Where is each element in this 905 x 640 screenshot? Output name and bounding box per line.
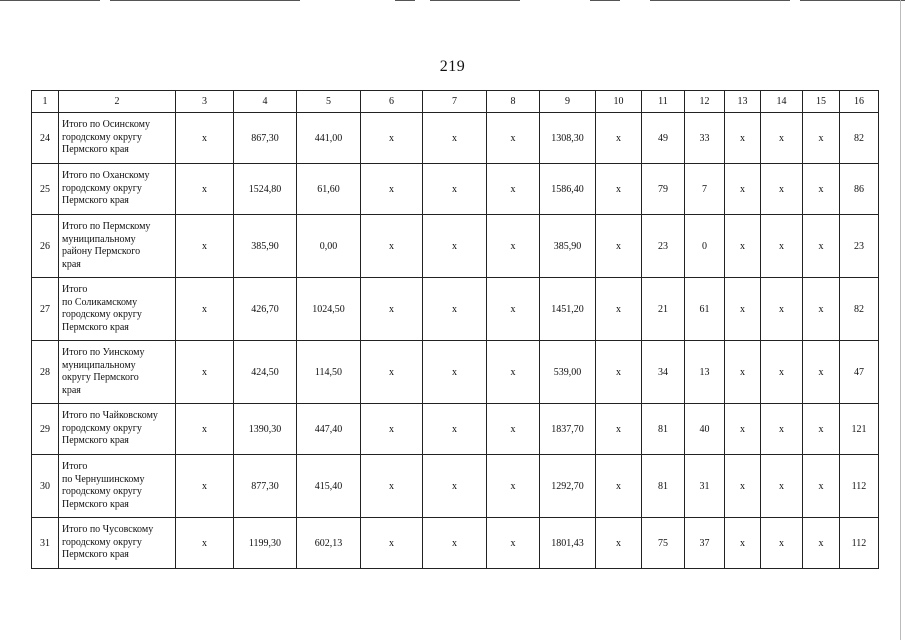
row-label-cell: Итого по Чайковскому городскому округу Пермского края <box>59 404 176 455</box>
value-cell: х <box>423 164 487 215</box>
header-cell: 1 <box>32 91 59 113</box>
header-cell: 7 <box>423 91 487 113</box>
value-cell: х <box>176 341 234 404</box>
header-cell: 12 <box>685 91 725 113</box>
value-cell: х <box>487 215 540 278</box>
value-cell: 0,00 <box>297 215 361 278</box>
value-cell: 121 <box>840 404 879 455</box>
value-cell: 86 <box>840 164 879 215</box>
value-cell: х <box>176 404 234 455</box>
header-cell: 6 <box>361 91 423 113</box>
row-number-cell: 26 <box>32 215 59 278</box>
header-cell: 14 <box>761 91 803 113</box>
value-cell: х <box>361 518 423 569</box>
value-cell: х <box>361 113 423 164</box>
value-cell: 21 <box>642 278 685 341</box>
value-cell: 1024,50 <box>297 278 361 341</box>
row-label-cell: Итого по Осинскому городскому округу Пермского края <box>59 113 176 164</box>
scan-edge-line <box>800 0 905 1</box>
value-cell: 424,50 <box>234 341 297 404</box>
table-row <box>32 455 879 518</box>
table-row <box>32 404 879 455</box>
value-cell: 1801,43 <box>540 518 596 569</box>
value-cell: х <box>423 455 487 518</box>
value-cell: х <box>423 404 487 455</box>
value-cell: х <box>596 341 642 404</box>
header-cell: 10 <box>596 91 642 113</box>
value-cell: х <box>596 215 642 278</box>
row-label-cell: Итого по Чусовскому городскому округу Пермского края <box>59 518 176 569</box>
value-cell: х <box>761 404 803 455</box>
value-cell: 81 <box>642 404 685 455</box>
value-cell: 47 <box>840 341 879 404</box>
value-cell: х <box>803 341 840 404</box>
value-cell: х <box>803 455 840 518</box>
value-cell: 1451,20 <box>540 278 596 341</box>
value-cell: х <box>725 164 761 215</box>
header-cell: 15 <box>803 91 840 113</box>
value-cell: 13 <box>685 341 725 404</box>
value-cell: х <box>176 215 234 278</box>
header-cell: 9 <box>540 91 596 113</box>
value-cell: 61,60 <box>297 164 361 215</box>
row-number-cell: 27 <box>32 278 59 341</box>
row-number-cell: 29 <box>32 404 59 455</box>
value-cell: х <box>761 455 803 518</box>
value-cell: х <box>361 164 423 215</box>
value-cell: 61 <box>685 278 725 341</box>
value-cell: х <box>487 455 540 518</box>
header-cell: 4 <box>234 91 297 113</box>
header-cell: 3 <box>176 91 234 113</box>
value-cell: х <box>423 215 487 278</box>
value-cell: х <box>423 341 487 404</box>
value-cell: 34 <box>642 341 685 404</box>
row-number-cell: 28 <box>32 341 59 404</box>
value-cell: 23 <box>840 215 879 278</box>
scan-edge-line <box>430 0 520 1</box>
value-cell: 81 <box>642 455 685 518</box>
value-cell: х <box>487 164 540 215</box>
value-cell: х <box>487 518 540 569</box>
value-cell: 31 <box>685 455 725 518</box>
value-cell: 82 <box>840 278 879 341</box>
value-cell: 1308,30 <box>540 113 596 164</box>
value-cell: х <box>596 455 642 518</box>
value-cell: х <box>803 518 840 569</box>
value-cell: х <box>761 164 803 215</box>
header-cell: 11 <box>642 91 685 113</box>
value-cell: х <box>803 278 840 341</box>
value-cell: х <box>761 518 803 569</box>
value-cell: х <box>761 215 803 278</box>
value-cell: х <box>423 113 487 164</box>
value-cell: 385,90 <box>540 215 596 278</box>
value-cell: х <box>761 341 803 404</box>
header-cell: 2 <box>59 91 176 113</box>
header-cell: 8 <box>487 91 540 113</box>
value-cell: 37 <box>685 518 725 569</box>
value-cell: х <box>423 278 487 341</box>
value-cell: 114,50 <box>297 341 361 404</box>
header-row <box>32 91 879 113</box>
value-cell: 49 <box>642 113 685 164</box>
scan-edge-line <box>110 0 300 1</box>
scan-edge-line <box>590 0 620 1</box>
value-cell: 7 <box>685 164 725 215</box>
value-cell: х <box>803 113 840 164</box>
table-row <box>32 215 879 278</box>
value-cell: х <box>176 455 234 518</box>
value-cell: 1524,80 <box>234 164 297 215</box>
value-cell: х <box>761 113 803 164</box>
row-label-cell: Итого по Соликамскому городскому округу Пермского края <box>59 278 176 341</box>
value-cell: 539,00 <box>540 341 596 404</box>
value-cell: х <box>725 113 761 164</box>
row-number-cell: 30 <box>32 455 59 518</box>
value-cell: х <box>423 518 487 569</box>
value-cell: 867,30 <box>234 113 297 164</box>
row-label-cell: Итого по Уинскому муниципальному округу Пермского края <box>59 341 176 404</box>
value-cell: 112 <box>840 455 879 518</box>
value-cell: х <box>487 113 540 164</box>
value-cell: 1292,70 <box>540 455 596 518</box>
value-cell: х <box>725 518 761 569</box>
value-cell: 602,13 <box>297 518 361 569</box>
value-cell: х <box>361 404 423 455</box>
value-cell: 447,40 <box>297 404 361 455</box>
scan-edge-line <box>900 0 901 640</box>
value-cell: х <box>176 113 234 164</box>
row-label-cell: Итого по Оханскому городскому округу Пермского края <box>59 164 176 215</box>
value-cell: 385,90 <box>234 215 297 278</box>
row-label-cell: Итого по Чернушинскому городскому округу Пермского края <box>59 455 176 518</box>
value-cell: 23 <box>642 215 685 278</box>
value-cell: х <box>725 278 761 341</box>
value-cell: 112 <box>840 518 879 569</box>
value-cell: х <box>487 341 540 404</box>
value-cell: 40 <box>685 404 725 455</box>
value-cell: 75 <box>642 518 685 569</box>
value-cell: х <box>176 518 234 569</box>
row-number-cell: 25 <box>32 164 59 215</box>
value-cell: х <box>596 113 642 164</box>
value-cell: 33 <box>685 113 725 164</box>
value-cell: х <box>487 404 540 455</box>
value-cell: 415,40 <box>297 455 361 518</box>
table-row <box>32 164 879 215</box>
row-number-cell: 31 <box>32 518 59 569</box>
value-cell: х <box>725 404 761 455</box>
scan-edge-line <box>0 0 100 1</box>
page-number: 219 <box>439 58 466 75</box>
scan-edge-line <box>650 0 790 1</box>
row-number-cell: 24 <box>32 113 59 164</box>
value-cell: 0 <box>685 215 725 278</box>
table-row <box>32 341 879 404</box>
value-cell: х <box>361 278 423 341</box>
value-cell: 1199,30 <box>234 518 297 569</box>
value-cell: х <box>803 164 840 215</box>
table-row <box>32 518 879 569</box>
value-cell: 877,30 <box>234 455 297 518</box>
value-cell: х <box>596 164 642 215</box>
value-cell: х <box>725 455 761 518</box>
value-cell: х <box>725 341 761 404</box>
value-cell: х <box>487 278 540 341</box>
scan-edge-line <box>395 0 415 1</box>
value-cell: 1586,40 <box>540 164 596 215</box>
row-label-cell: Итого по Пермскому муниципальному району Пермского края <box>59 215 176 278</box>
value-cell: х <box>361 215 423 278</box>
table-row <box>32 278 879 341</box>
value-cell: х <box>361 341 423 404</box>
value-cell: 426,70 <box>234 278 297 341</box>
value-cell: х <box>361 455 423 518</box>
value-cell: х <box>803 215 840 278</box>
value-cell: х <box>761 278 803 341</box>
value-cell: х <box>176 164 234 215</box>
value-cell: 79 <box>642 164 685 215</box>
value-cell: х <box>803 404 840 455</box>
value-cell: 82 <box>840 113 879 164</box>
value-cell: х <box>176 278 234 341</box>
value-cell: 441,00 <box>297 113 361 164</box>
value-cell: х <box>596 278 642 341</box>
value-cell: 1390,30 <box>234 404 297 455</box>
header-cell: 13 <box>725 91 761 113</box>
value-cell: 1837,70 <box>540 404 596 455</box>
header-cell: 5 <box>297 91 361 113</box>
value-cell: х <box>596 518 642 569</box>
table-row <box>32 113 879 164</box>
header-cell: 16 <box>840 91 879 113</box>
value-cell: х <box>725 215 761 278</box>
value-cell: х <box>596 404 642 455</box>
data-table <box>31 90 879 569</box>
